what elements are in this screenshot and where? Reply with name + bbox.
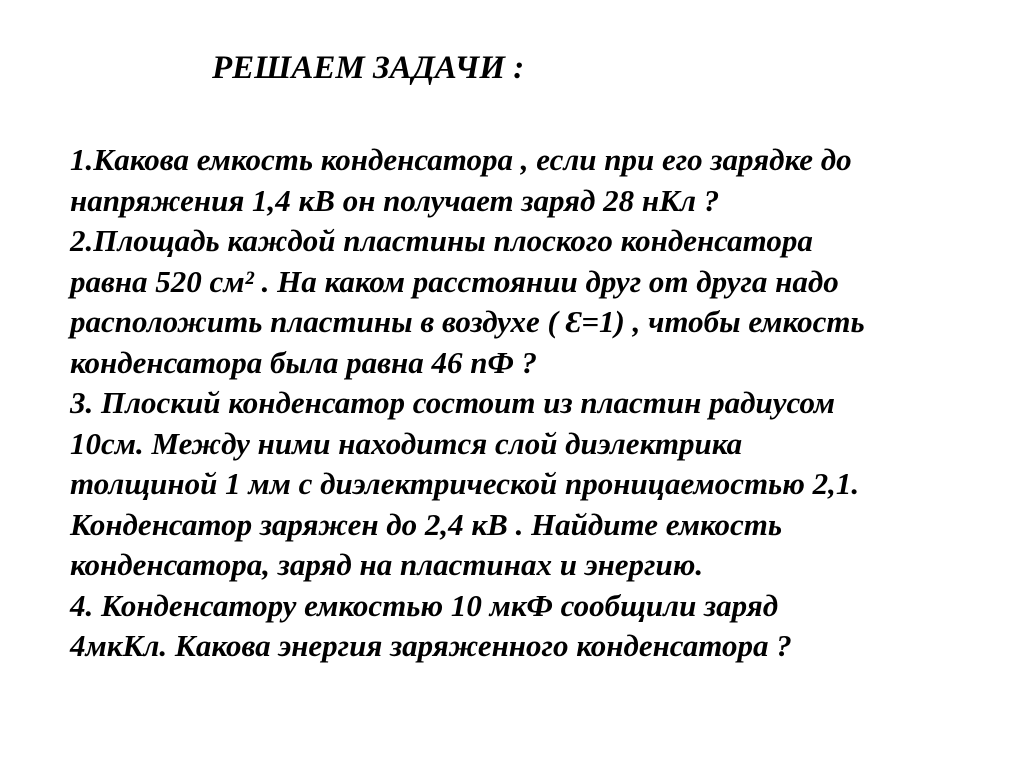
problem-4 <box>70 586 990 667</box>
problem-line: 1.Какова емкость конденсатора , если при его зарядке до <box>70 142 852 177</box>
problem-line: расположить пластины в воздухе ( Ɛ=1) , чтобы емкость <box>70 304 865 339</box>
problem-2 <box>70 221 990 383</box>
problem-line: Конденсатор заряжен до 2,4 кВ . Найдите емкость <box>70 506 783 542</box>
problem-line: конденсатора была равна 46 пФ ? <box>70 344 538 380</box>
problem-line: равна 520 см² . На каком расстоянии друг от друга надо <box>70 263 839 299</box>
problem-line: 4. Конденсатору емкостью 10 мкФ сообщили заряд <box>70 587 779 623</box>
problem-line: 4мкКл. Какова энергия заряженного конденсатора ? <box>70 628 792 663</box>
slide-title: РЕШАЕМ ЗАДАЧИ : <box>212 50 525 86</box>
problem-line: 10см. Между ними находится слой диэлектрика <box>70 425 743 461</box>
problem-3 <box>70 383 990 586</box>
problem-line: 2.Площадь каждой пластины плоского конденсатора <box>70 223 813 258</box>
problem-1 <box>70 140 990 221</box>
problem-line: толщиной 1 мм с диэлектрической проницаемостью 2,1. <box>70 466 860 501</box>
problem-list <box>70 140 990 667</box>
problem-line: 3. Плоский конденсатор состоит из пластин радиусом <box>70 385 836 420</box>
problem-line: конденсатора, заряд на пластинах и энергию. <box>70 547 704 582</box>
problem-line: напряжения 1,4 кВ он получает заряд 28 нКл ? <box>70 182 720 218</box>
